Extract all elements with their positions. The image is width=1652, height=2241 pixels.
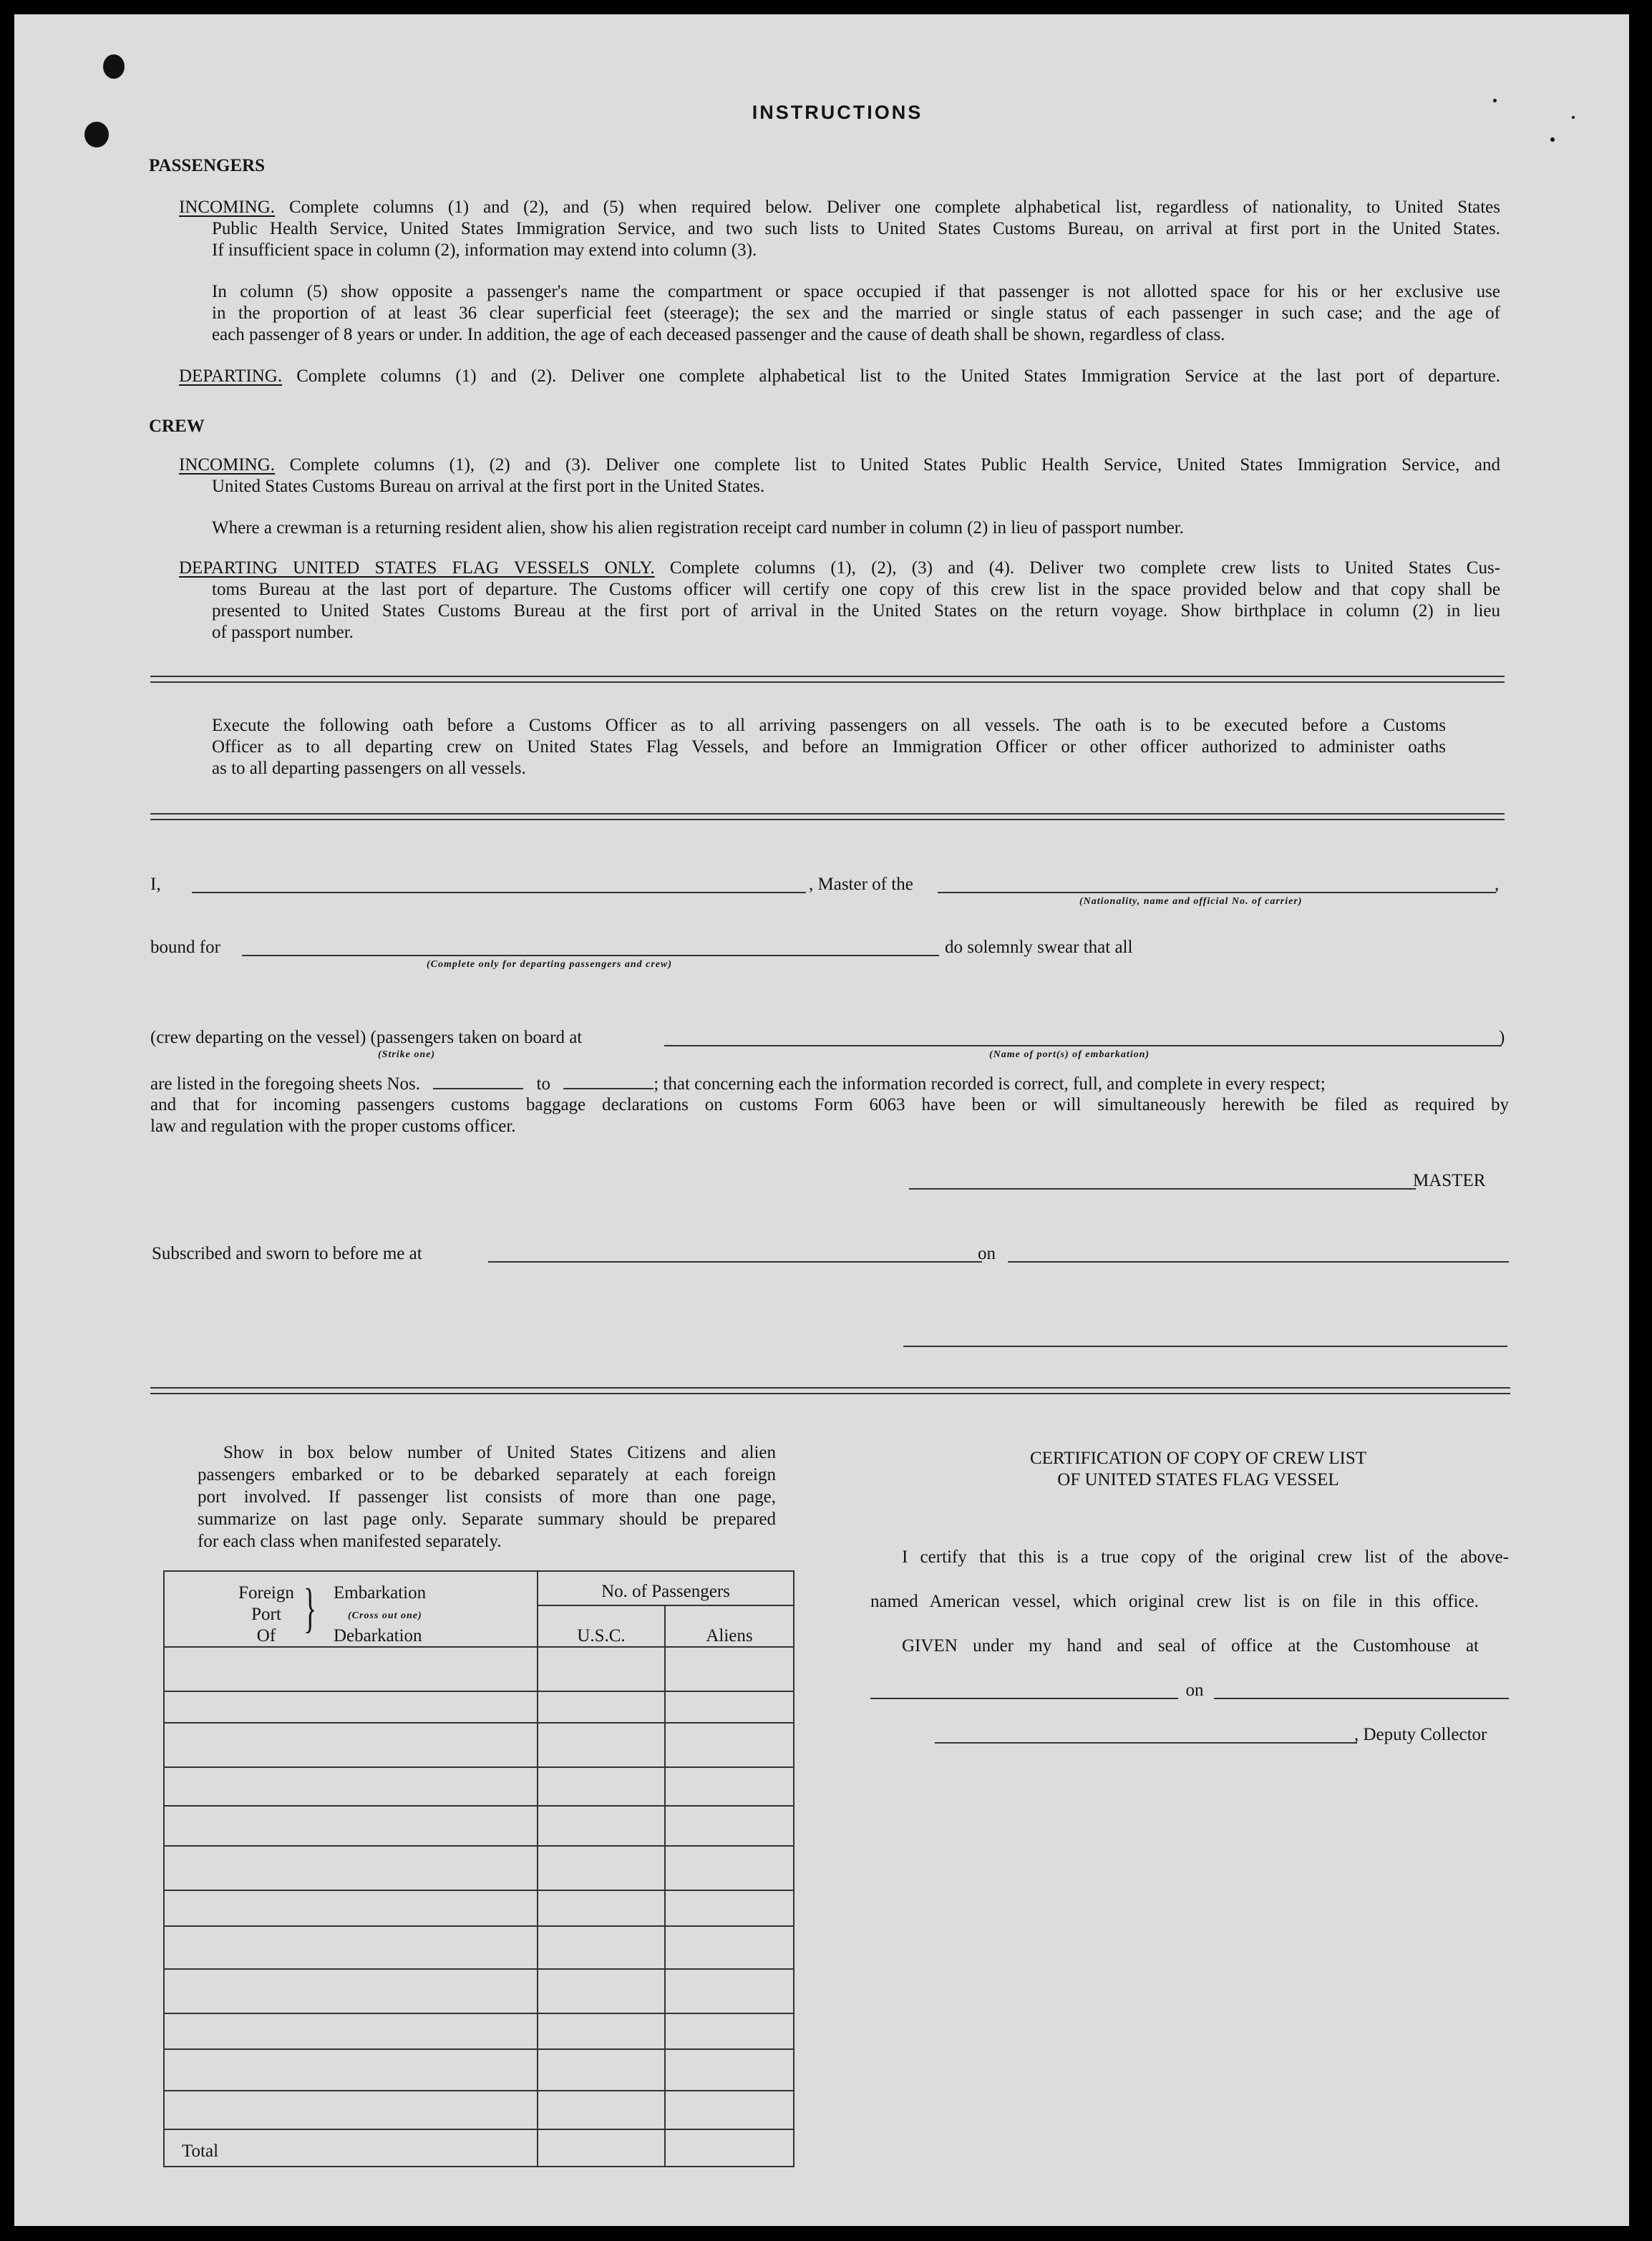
master-signature-field[interactable] <box>909 1188 1416 1190</box>
close-paren: ) <box>1499 1028 1505 1047</box>
header-no-of-passengers: No. of Passengers <box>601 1582 730 1601</box>
sworn-on-label: on <box>978 1244 996 1263</box>
crew-departing-label: (crew departing on the vessel) (passengers taken on board at <box>150 1028 583 1047</box>
crew-incoming-line1 <box>179 454 1500 476</box>
listed-prefix: are listed in the foregoing sheets Nos. <box>150 1074 420 1094</box>
section-divider <box>150 813 1505 820</box>
certification-on-label: on <box>1185 1681 1204 1700</box>
summary-line5: for each class when manifested separately. <box>198 1532 502 1551</box>
deputy-collector-signature-field[interactable] <box>935 1742 1357 1744</box>
crew-departing-line4: of passport number. <box>212 623 354 642</box>
certification-title-line1: CERTIFICATION OF COPY OF CREW LIST <box>1029 1449 1367 1468</box>
header-debarkation: Debarkation <box>334 1626 422 1645</box>
passengers-incoming-line2: Public Health Service, United States Immigration Service, and two such lists to United States Customs Bureau, on arrival at first port in the United States. <box>212 219 1500 238</box>
oath-comma: , <box>1495 875 1500 894</box>
sworn-date-field[interactable] <box>1008 1261 1509 1263</box>
header-cross-out: (Cross out one) <box>348 1610 422 1621</box>
crew-incoming-text: Complete columns (1), (2) and (3). Deliver one complete list to United States Public Health Service, United States Immigration Service, and <box>289 455 1500 475</box>
oath-instructions-line2: Officer as to all departing crew on United States Flag Vessels, and before an Immigration Officer or other officer authorized to administer oaths <box>212 737 1446 757</box>
section-divider <box>150 676 1505 683</box>
passengers-incoming-text: Complete columns (1) and (2), and (5) when required below. Deliver one complete alphabetical list, regardless of nationality, to United States <box>289 198 1501 217</box>
crew-departing-label: DEPARTING UNITED STATES FLAG VESSELS ONLY. <box>179 558 655 578</box>
listed-line2: and that for incoming passengers customs baggage declarations on customs Form 6063 have been or will simultaneously herewith be filed as required by <box>150 1095 1509 1114</box>
bound-for-field[interactable] <box>242 955 939 956</box>
listed-line1 <box>150 1072 1510 1095</box>
sheet-from-field[interactable] <box>433 1072 523 1089</box>
crew-departing-line3: presented to United States Customs Bureau at the first port of arrival in the United States on the return voyage. Show birthplace in column (2) in lieu <box>212 601 1500 621</box>
passengers-incoming-line1 <box>179 196 1500 218</box>
listed-to: to <box>536 1074 550 1094</box>
summary-instructions <box>198 1442 776 1552</box>
header-embarkation: Embarkation <box>334 1583 427 1603</box>
column5-line3: each passenger of 8 years or under. In addition, the age of each deceased passenger and the cause of death shall be shown, regardless of class. <box>212 325 1225 344</box>
crew-heading: CREW <box>149 417 205 436</box>
crew-departing-line2: toms Bureau at the last port of departure. The Customs officer will certify one copy of this crew list in the space provided below and that copy shall be <box>212 580 1500 599</box>
summary-line3: port involved. If passenger list consists of more than one page, <box>198 1487 776 1507</box>
column5-line1: In column (5) show opposite a passenger's name the compartment or space occupied if that passenger is not allotted space for his or her exclusive use <box>212 282 1500 301</box>
sheet-to-field[interactable] <box>563 1072 653 1089</box>
certify-line1: I certify that this is a true copy of the original crew list of the above- <box>902 1547 1509 1567</box>
swear-text: do solemnly swear that all <box>945 938 1133 957</box>
crew-departing-line1 <box>179 557 1500 579</box>
bound-caption: (Complete only for departing passengers and crew) <box>427 959 672 970</box>
master-name-field[interactable] <box>192 892 806 893</box>
speck <box>1572 116 1575 119</box>
given-line: GIVEN under my hand and seal of office at the Customhouse at <box>902 1636 1479 1656</box>
oath-instructions-line1: Execute the following oath before a Customs Officer as to all arriving passengers on all vessels. The oath is to be executed before a Customs <box>212 716 1446 735</box>
crew-incoming-line2: United States Customs Bureau on arrival at the first port in the United States. <box>212 477 765 496</box>
embarkation-port-field[interactable] <box>664 1045 1502 1046</box>
crew-returning-resident: Where a crewman is a returning resident alien, show his alien registration receipt card number in column (2) in lieu of passport number. <box>212 518 1184 538</box>
official-signature-field[interactable] <box>903 1346 1507 1347</box>
passenger-summary-table <box>163 1570 795 2167</box>
certification-title-line2: OF UNITED STATES FLAG VESSEL <box>1057 1470 1339 1489</box>
carrier-caption: (Nationality, name and official No. of carrier) <box>1079 896 1303 907</box>
carrier-field[interactable] <box>938 892 1496 893</box>
passengers-heading: PASSENGERS <box>149 156 266 175</box>
header-foreign: Foreign <box>238 1583 294 1603</box>
section-divider <box>150 1387 1510 1394</box>
certify-line2: named American vessel, which original crew list is on file in this office. <box>870 1592 1479 1611</box>
deputy-collector-label: , Deputy Collector <box>1354 1725 1487 1744</box>
speck <box>1493 99 1497 102</box>
summary-line1: Show in box below number of United States Citizens and alien <box>223 1443 776 1462</box>
speck <box>1550 137 1555 142</box>
bound-for-label: bound for <box>150 938 220 957</box>
brace-icon: } <box>303 1578 317 1638</box>
page-title: INSTRUCTIONS <box>752 102 923 123</box>
column5-line2: in the proportion of at least 36 clear superficial feet (steerage); the sex and the married or single status of each passenger in such case; and the age of <box>212 303 1500 323</box>
punch-hole <box>84 122 109 147</box>
crew-departing-text: Complete columns (1), (2), (3) and (4). Deliver two complete crew lists to United States Cus- <box>669 558 1501 578</box>
sworn-place-field[interactable] <box>488 1261 982 1263</box>
total-label: Total <box>182 2142 219 2161</box>
passengers-incoming-line3: If insufficient space in column (2), information may extend into column (3). <box>212 240 757 260</box>
listed-suffix: ; that concerning each the information recorded is correct, full, and complete in every respect; <box>653 1074 1326 1094</box>
header-aliens: Aliens <box>706 1626 753 1645</box>
summary-line2: passengers embarked or to be debarked separately at each foreign <box>198 1465 776 1484</box>
oath-i-label: I, <box>150 875 161 894</box>
header-of: Of <box>256 1626 276 1645</box>
crew-incoming-label: INCOMING. <box>179 455 276 475</box>
strike-one-caption: (Strike one) <box>378 1049 436 1060</box>
header-usc: U.S.C. <box>577 1626 626 1645</box>
passengers-incoming-label: INCOMING. <box>179 198 276 217</box>
summary-line4: summarize on last page only. Separate summary should be prepared <box>198 1510 776 1529</box>
certification-date-field[interactable] <box>1214 1698 1509 1699</box>
punch-hole <box>103 54 125 79</box>
form-page <box>14 14 1629 2226</box>
oath-instructions-line3: as to all departing passengers on all vessels. <box>212 759 526 778</box>
master-label: MASTER <box>1413 1171 1486 1190</box>
subscribed-label: Subscribed and sworn to before me at <box>152 1244 422 1263</box>
passengers-departing-label: DEPARTING. <box>179 366 283 386</box>
embarkation-caption: (Name of port(s) of embarkation) <box>989 1049 1150 1060</box>
customhouse-field[interactable] <box>870 1698 1178 1699</box>
passengers-departing-text: Complete columns (1) and (2). Deliver one complete alphabetical list to the United States Immigration Service at the last port of departure. <box>296 366 1500 386</box>
passengers-departing-line <box>179 365 1500 387</box>
master-of-label: , Master of the <box>809 875 913 894</box>
header-port: Port <box>251 1605 281 1624</box>
listed-line3: law and regulation with the proper customs officer. <box>150 1117 516 1136</box>
